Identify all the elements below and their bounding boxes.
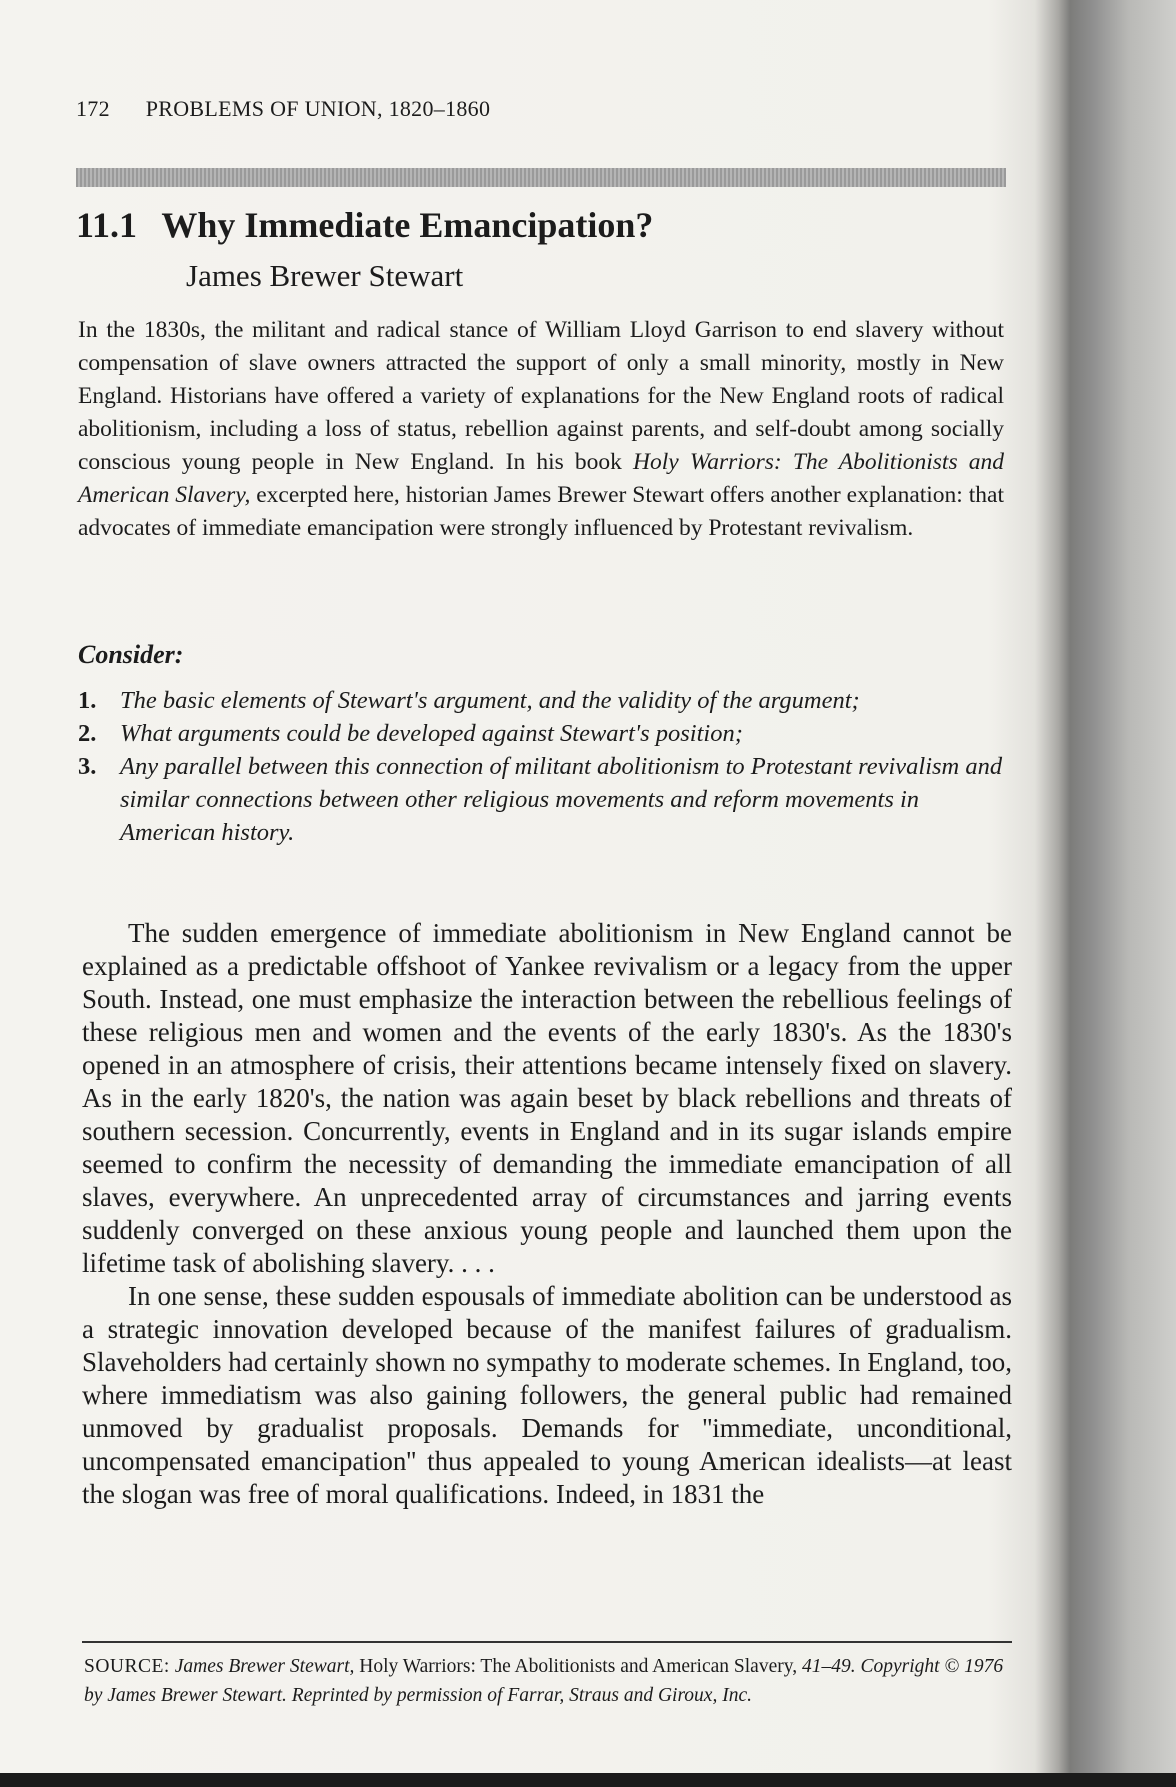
section-title: Why Immediate Emancipation? bbox=[161, 205, 654, 245]
intro-text-1: In the 1830s, the militant and radical stance of William Lloyd Garrison to end slavery without compensation of slave owners attracted the support of only a small minority, mostly in New England. Historians have offered a variety of explanations for the New England roots of radical abolitionism, including a loss of status, rebellion against parents, and self-doubt among socially conscious young people in New England. In his book bbox=[78, 317, 1004, 475]
item-number: 1. bbox=[78, 687, 97, 714]
intro-paragraph bbox=[78, 314, 1004, 545]
list-item bbox=[78, 750, 1004, 849]
section-heading bbox=[76, 204, 653, 246]
source-footnote bbox=[84, 1652, 1010, 1710]
source-label: SOURCE: bbox=[84, 1656, 170, 1677]
footnote-rule bbox=[82, 1641, 1012, 1643]
page-number: 172 bbox=[76, 96, 110, 121]
body-text bbox=[82, 917, 1012, 1511]
source-author: James Brewer Stewart, bbox=[169, 1656, 360, 1677]
list-item bbox=[78, 684, 1004, 717]
item-text: What arguments could be developed against Stewart's position; bbox=[120, 720, 743, 747]
consider-heading: Consider: bbox=[78, 640, 184, 669]
scan-edge bbox=[0, 1773, 1176, 1787]
list-item bbox=[78, 717, 1004, 750]
section-rule bbox=[76, 168, 1006, 187]
body-paragraph: In one sense, these sudden espousals of immediate abolition can be understood as a strategic innovation developed because of the manifest failures of gradualism. Slaveholders had certainly shown no sympathy to moderate schemes. In England, too, where immediatism was also gaining followers, the general public had remained unmoved by gradualist proposals. Demands for ''immediate, unconditional, uncompensated emancipation'' thus appealed to young American idealists—at least the slogan was free of moral qualifications. Indeed, in 1831 the bbox=[82, 1281, 1012, 1509]
book-title: Holy Warriors: The Abolitionists and American Slavery, bbox=[78, 449, 1004, 508]
section-number: 11.1 bbox=[76, 205, 138, 245]
running-header bbox=[76, 96, 490, 122]
item-text: Any parallel between this connection of militant abolitionism to Protestant revivalism and similar connections between other religious movements and reform movements in American history. bbox=[120, 753, 1003, 846]
body-paragraph: The sudden emergence of immediate abolitionism in New England cannot be explained as a predictable offshoot of Yankee revivalism or a legacy from the upper South. Instead, one must emphasize the interaction between the rebellious feelings of these religious men and women and the events of the early 1830's. As the 1830's opened in an atmosphere of crisis, their attentions became intensely fixed on slavery. As in the early 1820's, the nation was again beset by black rebellions and threats of southern secession. Concurrently, events in England and in its sugar islands empire seemed to confirm the necessity of demanding the immediate emancipation of all slaves, everywhere. An unprecedented array of circumstances and jarring events suddenly converged on these anxious young people and launched them upon the lifetime task of abolishing slavery. . . . bbox=[82, 918, 1012, 1278]
item-number: 3. bbox=[78, 753, 97, 780]
question-list bbox=[78, 684, 1004, 849]
item-number: 2. bbox=[78, 720, 97, 747]
running-title: PROBLEMS OF UNION, 1820–1860 bbox=[145, 96, 491, 121]
source-title: Holy Warriors: The Abolitionists and American Slavery, bbox=[359, 1656, 798, 1677]
item-text: The basic elements of Stewart's argument, and the validity of the argument; bbox=[120, 687, 860, 714]
source-details: 41–49. Copyright © 1976 by James Brewer Stewart. Reprinted by permission of Farrar, Straus and Giroux, Inc. bbox=[84, 1656, 1004, 1706]
section-author: James Brewer Stewart bbox=[186, 258, 464, 293]
intro-text-2: excerpted here, historian James Brewer Stewart offers another explanation: that advocates of immediate emancipation were strongly influenced by Protestant revivalism. bbox=[78, 482, 1004, 541]
